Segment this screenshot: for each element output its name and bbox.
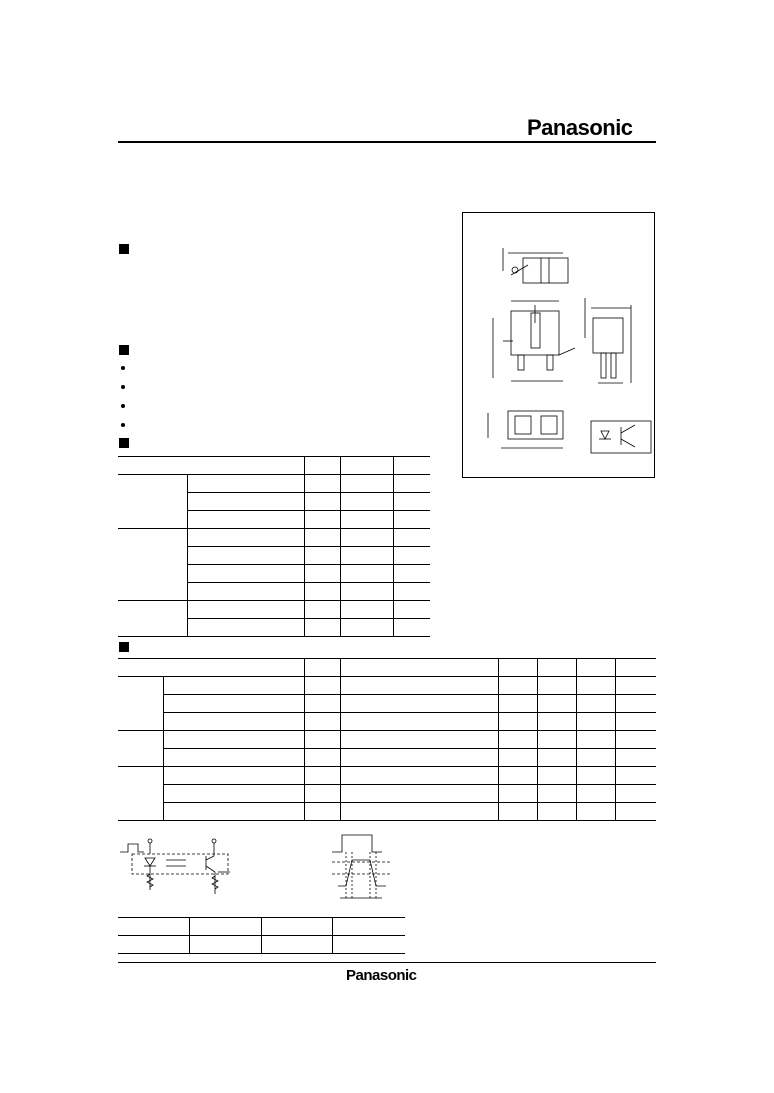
table-row	[118, 713, 656, 731]
table-row	[118, 601, 430, 619]
table-header-row	[118, 918, 405, 936]
package-outline-drawing	[462, 212, 655, 478]
table-row	[118, 529, 430, 547]
table-row	[118, 767, 656, 785]
table-row	[118, 749, 656, 767]
feature-bullet-2	[121, 385, 125, 389]
table-row	[118, 695, 656, 713]
absolute-maximum-ratings-table	[118, 456, 430, 637]
switching-waveform	[330, 832, 405, 904]
waveform-svg	[330, 832, 405, 904]
overview-square-bullet	[119, 244, 129, 254]
table-header-row	[118, 659, 656, 677]
electrical-characteristics-table	[118, 658, 656, 821]
feature-bullet-3	[121, 404, 125, 408]
table-row	[118, 565, 430, 583]
features-square-bullet	[119, 345, 129, 355]
table-row	[118, 785, 656, 803]
feature-bullet-4	[121, 423, 125, 427]
table-row	[118, 583, 430, 601]
rank-classification-table	[118, 917, 405, 954]
table-row	[118, 493, 430, 511]
test-circuit-svg	[118, 832, 248, 902]
table-row	[118, 677, 656, 695]
package-outline-svg	[463, 213, 656, 479]
table-row	[118, 619, 430, 637]
feature-bullet-1	[121, 366, 125, 370]
footer-rule	[118, 962, 656, 963]
switching-test-circuit	[118, 832, 248, 902]
table-row	[118, 475, 430, 493]
table-row	[118, 936, 405, 954]
characteristics-square-bullet	[119, 642, 129, 652]
table-row	[118, 731, 656, 749]
table-row	[118, 511, 430, 529]
ratings-square-bullet	[119, 438, 129, 448]
table-row	[118, 547, 430, 565]
header-brand-logo: Panasonic	[527, 115, 633, 140]
table-header-row	[118, 457, 430, 475]
table-row	[118, 803, 656, 821]
footer-brand-logo: Panasonic	[346, 967, 417, 984]
header-rule	[118, 141, 656, 143]
